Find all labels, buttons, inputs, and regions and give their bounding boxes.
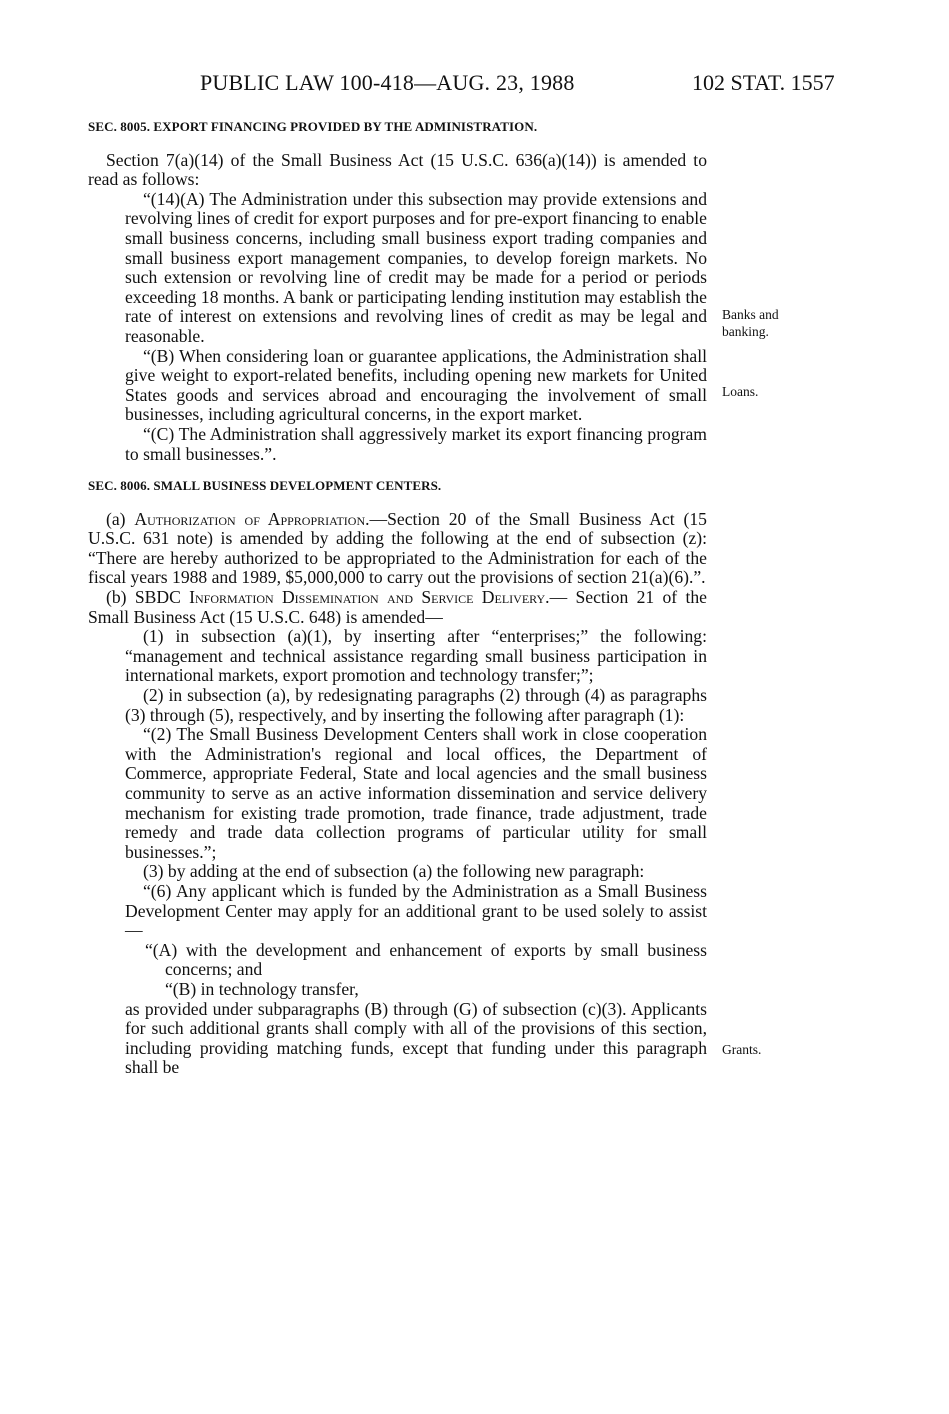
subsection-b-item-3: (3) by adding at the end of subsection (a) the following new paragraph: (143, 861, 645, 882)
quoted-paragraph-2: “(2) The Small Business Development Centers shall work in close cooperation with the Administration's regional and local offices, the Department of Commerce, appropriate Federal, State and local agencies and the small business community to serve as an active information dissemination and service delivery mechanism for existing trade promotion, trade finance, trade adjustment, trade remedy and trade data collection programs of particular utility for small businesses.”; (125, 724, 707, 862)
section-8005-intro: Section 7(a)(14) of the Small Business Act (15 U.S.C. 636(a)(14)) is amended to read as follows: (88, 149, 707, 190)
subsection-b-caption: Information Dissemination and Service Delivery. (189, 587, 550, 608)
section-8006-heading: SEC. 8006. SMALL BUSINESS DEVELOPMENT CENTERS. (88, 478, 442, 494)
section-8006-subsection-a (88, 510, 707, 588)
margin-note-loans: Loans. (722, 384, 759, 399)
section-8005-paragraph-b: “(B) When considering loan or guarantee applications, the Administration shall give weight to export-related benefits, including opening new markets for United States goods and services abroad and encouraging the involvement of small businesses, including agricultural concerns, in the export market. (125, 345, 707, 425)
margin-note-banks-line-1: Banks and (722, 307, 779, 322)
margin-note-banks-line-2: banking. (722, 324, 769, 339)
margin-note-grants: Grants. (722, 1042, 762, 1057)
subsection-b-text: — Section 21 of the Small Business Act (15 U.S.C. 648) is amended— (88, 587, 707, 627)
subsection-a-text: —Section 20 of the Small Business Act (15 U.S.C. 631 note) is amended by adding the following at the end of subsection (z): “There are hereby authorized to be appropriated to the Administration for each of the fiscal years 1988 and 1989, $5,000,000 to carry out the provisions of section 21(a)(6).”. (88, 508, 707, 588)
body-text-column (88, 117, 707, 1078)
quoted-paragraph-6-closing: as provided under subparagraphs (B) through (G) of subsection (c)(3). Applicants for such additional grants shall comply with all of the provisions of this section, including providing matching funds, except that funding under this paragraph shall be (125, 998, 707, 1078)
subsection-a-label: (a) (106, 508, 135, 529)
running-header-title: PUBLIC LAW 100-418—AUG. 23, 1988 (200, 70, 575, 95)
section-8006-subsection-b (88, 588, 707, 627)
running-header-page-number: 102 STAT. 1557 (692, 70, 835, 95)
section-8005-paragraph-a: “(14)(A) The Administration under this subsection may provide extensions and revolving lines of credit for export purposes and for pre-export financing to enable small business concerns, including small business export trading companies and small business export management companies, to develop foreign markets. No such extension or revolving line of credit may be made for a period or periods exceeding 18 months. A bank or participating lending institution may establish the rate of interest on extensions and revolving lines of credit as may be legal and reasonable. (125, 188, 707, 346)
quoted-paragraph-6: “(6) Any applicant which is funded by the Administration as a Small Business Development Center may apply for an additional grant to be used solely to assist— (125, 880, 707, 941)
section-8005-paragraph-c: “(C) The Administration shall aggressively market its export financing program to small businesses.”. (125, 423, 707, 464)
subsection-b-item-1: (1) in subsection (a)(1), by inserting after “enterprises;” the following: “management and technical assistance regarding small business participation in international markets, export promotion and technology transfer;”; (125, 626, 707, 686)
quoted-subparagraph-b: “(B) in technology transfer, (165, 978, 359, 999)
quoted-subparagraph-a: “(A) with the development and enhancement of exports by small business concerns; and (145, 939, 707, 980)
subsection-b-label: (b) SBDC (106, 587, 190, 608)
section-8005-heading: SEC. 8005. EXPORT FINANCING PROVIDED BY THE ADMINISTRATION. (88, 119, 538, 134)
subsection-b-item-2: (2) in subsection (a), by redesignating paragraphs (2) through (4) as paragraphs (3) through (5), respectively, and by inserting the following after paragraph (1): (125, 685, 707, 725)
subsection-a-caption: Authorization of Appropriation. (134, 508, 370, 529)
margin-note-banks (722, 306, 779, 340)
